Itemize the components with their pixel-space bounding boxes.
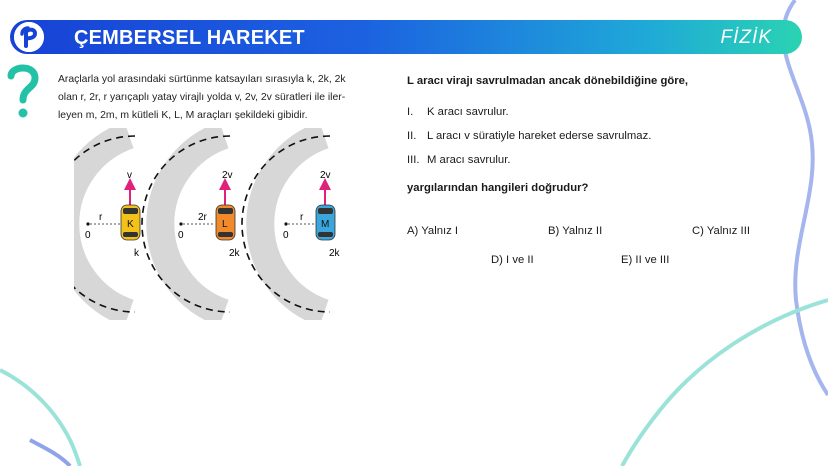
car-L (216, 205, 235, 240)
friction-label: 2k (329, 248, 340, 259)
statement-I (407, 106, 509, 118)
statement-II (407, 130, 651, 142)
statement-III (407, 154, 511, 166)
radius-label: 2r (198, 212, 207, 223)
car-K (121, 205, 140, 240)
radius-label: r (99, 212, 103, 223)
option-d[interactable]: D) I ve II (491, 254, 534, 266)
center-point (179, 222, 182, 225)
statement-number: III. (407, 154, 420, 166)
road-M (242, 135, 341, 313)
option-b[interactable]: B) Yalnız II (548, 225, 603, 237)
problem-description (58, 71, 380, 125)
center-label: 0 (283, 230, 289, 241)
speed-label: v (127, 170, 132, 181)
option-e[interactable]: E) II ve III (621, 254, 670, 266)
statement-number: I. (407, 106, 414, 118)
radius-label: r (300, 212, 304, 223)
center-point (86, 222, 89, 225)
speed-label: 2v (222, 170, 233, 181)
car-label: L (222, 219, 228, 230)
description-line: olan r, 2r, r yarıçaplı yatay virajlı yolda v, 2v, 2v süratleri ile iler- (58, 92, 346, 103)
description-line: Araçlarla yol arasındaki sürtünme katsayıları sırasıyla k, 2k, 2k (58, 74, 346, 85)
page-title: ÇEMBERSEL HAREKET (74, 27, 305, 49)
option-c[interactable]: C) Yalnız III (692, 225, 750, 237)
option-a[interactable]: A) Yalnız I (407, 225, 459, 237)
car-label: K (127, 219, 134, 230)
question-lead: L aracı virajı savrulmadan ancak dönebildiğine göre, (407, 75, 689, 87)
statement-text: K aracı savrulur. (427, 106, 509, 118)
statement-number: II. (407, 130, 417, 142)
friction-label: k (134, 248, 139, 259)
center-point (284, 222, 287, 225)
center-label: 0 (85, 230, 91, 241)
question-ask: yargılarından hangileri doğrudur? (407, 182, 589, 194)
statement-text: L aracı v süratiyle hareket ederse savrulmaz. (427, 130, 652, 142)
center-label: 0 (178, 230, 184, 241)
subject-label: FİZİK (720, 27, 772, 48)
road-L (142, 135, 241, 313)
road-K (74, 134, 140, 314)
speed-label: 2v (320, 170, 331, 181)
brand-logo-icon (14, 22, 44, 52)
brand-logo (14, 22, 44, 52)
car-label: M (321, 219, 330, 230)
friction-label: 2k (229, 248, 240, 259)
question-mark-icon (6, 62, 40, 120)
description-line: leyen m, 2m, m kütleli K, L, M araçları şekildeki gibidir. (58, 110, 308, 121)
statement-text: M aracı savrulur. (427, 154, 511, 166)
car-M (316, 205, 335, 240)
curved-roads-figure (74, 128, 384, 320)
